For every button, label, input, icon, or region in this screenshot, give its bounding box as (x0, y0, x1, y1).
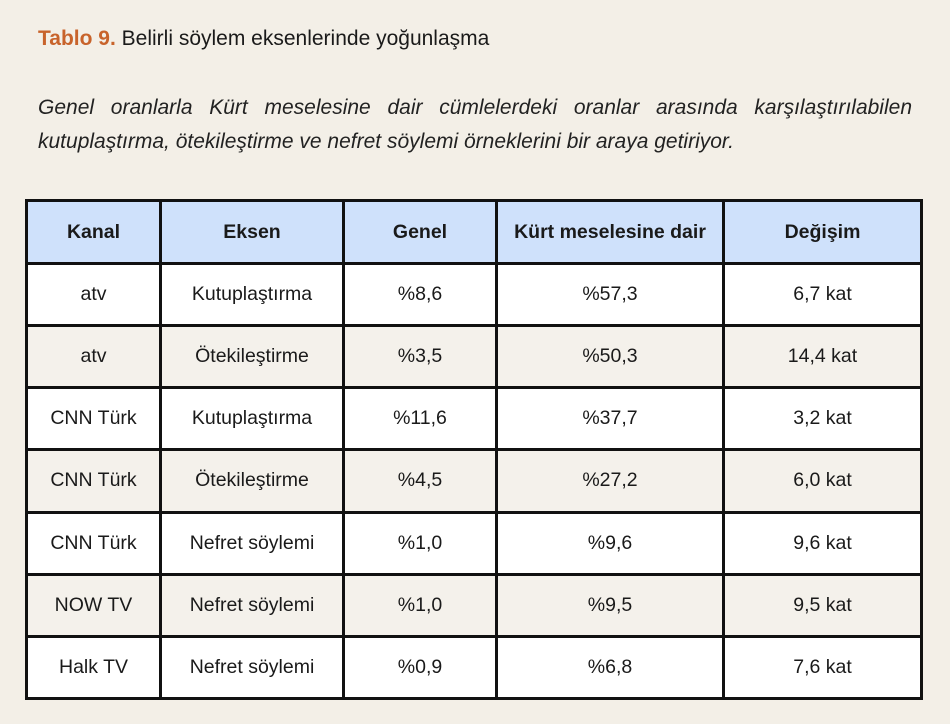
cell-kanal: atv (27, 326, 161, 388)
cell-eksen: Kutuplaştırma (161, 388, 344, 450)
cell-degisim: 3,2 kat (724, 388, 922, 450)
header-kanal: Kanal (27, 201, 161, 264)
table-number-label: Tablo 9. (38, 27, 116, 50)
data-table (25, 199, 923, 700)
header-eksen: Eksen (161, 201, 344, 264)
table-header-row (27, 201, 922, 264)
table-title-text: Belirli söylem eksenlerinde yoğunlaşma (121, 27, 490, 50)
cell-kurt-meselesi: %57,3 (497, 264, 724, 326)
cell-genel: %1,0 (344, 574, 497, 636)
cell-kurt-meselesi: %9,5 (497, 574, 724, 636)
cell-genel: %8,6 (344, 264, 497, 326)
cell-eksen: Ötekileştirme (161, 450, 344, 512)
cell-kurt-meselesi: %50,3 (497, 326, 724, 388)
table-title (38, 24, 489, 54)
cell-degisim: 6,0 kat (724, 450, 922, 512)
cell-kurt-meselesi: %6,8 (497, 636, 724, 698)
cell-degisim: 9,5 kat (724, 574, 922, 636)
cell-genel: %4,5 (344, 450, 497, 512)
cell-kanal: NOW TV (27, 574, 161, 636)
header-degisim: Değişim (724, 201, 922, 264)
cell-eksen: Kutuplaştırma (161, 264, 344, 326)
cell-genel: %3,5 (344, 326, 497, 388)
cell-degisim: 7,6 kat (724, 636, 922, 698)
table-row (27, 264, 922, 326)
cell-kanal: CNN Türk (27, 512, 161, 574)
cell-genel: %0,9 (344, 636, 497, 698)
table-row (27, 636, 922, 698)
cell-kurt-meselesi: %27,2 (497, 450, 724, 512)
cell-kurt-meselesi: %9,6 (497, 512, 724, 574)
cell-genel: %11,6 (344, 388, 497, 450)
cell-eksen: Nefret söylemi (161, 636, 344, 698)
cell-degisim: 9,6 kat (724, 512, 922, 574)
cell-eksen: Ötekileştirme (161, 326, 344, 388)
cell-eksen: Nefret söylemi (161, 574, 344, 636)
table-description: Genel oranlarla Kürt meselesine dair cümlelerdeki oranlar arasında karşılaştırılabilen kutuplaştırma, ötekileştirme ve nefret söylemi örneklerini bir araya getiriyor. (38, 96, 912, 153)
cell-kanal: CNN Türk (27, 450, 161, 512)
cell-genel: %1,0 (344, 512, 497, 574)
cell-eksen: Nefret söylemi (161, 512, 344, 574)
cell-kanal: Halk TV (27, 636, 161, 698)
table-row (27, 388, 922, 450)
cell-kurt-meselesi: %37,7 (497, 388, 724, 450)
table-row (27, 512, 922, 574)
cell-kanal: atv (27, 264, 161, 326)
header-genel: Genel (344, 201, 497, 264)
cell-degisim: 14,4 kat (724, 326, 922, 388)
table-row (27, 574, 922, 636)
cell-kanal: CNN Türk (27, 388, 161, 450)
header-kurt-meselesi: Kürt meselesine dair (497, 201, 724, 264)
table-row (27, 450, 922, 512)
cell-degisim: 6,7 kat (724, 264, 922, 326)
table-row (27, 326, 922, 388)
